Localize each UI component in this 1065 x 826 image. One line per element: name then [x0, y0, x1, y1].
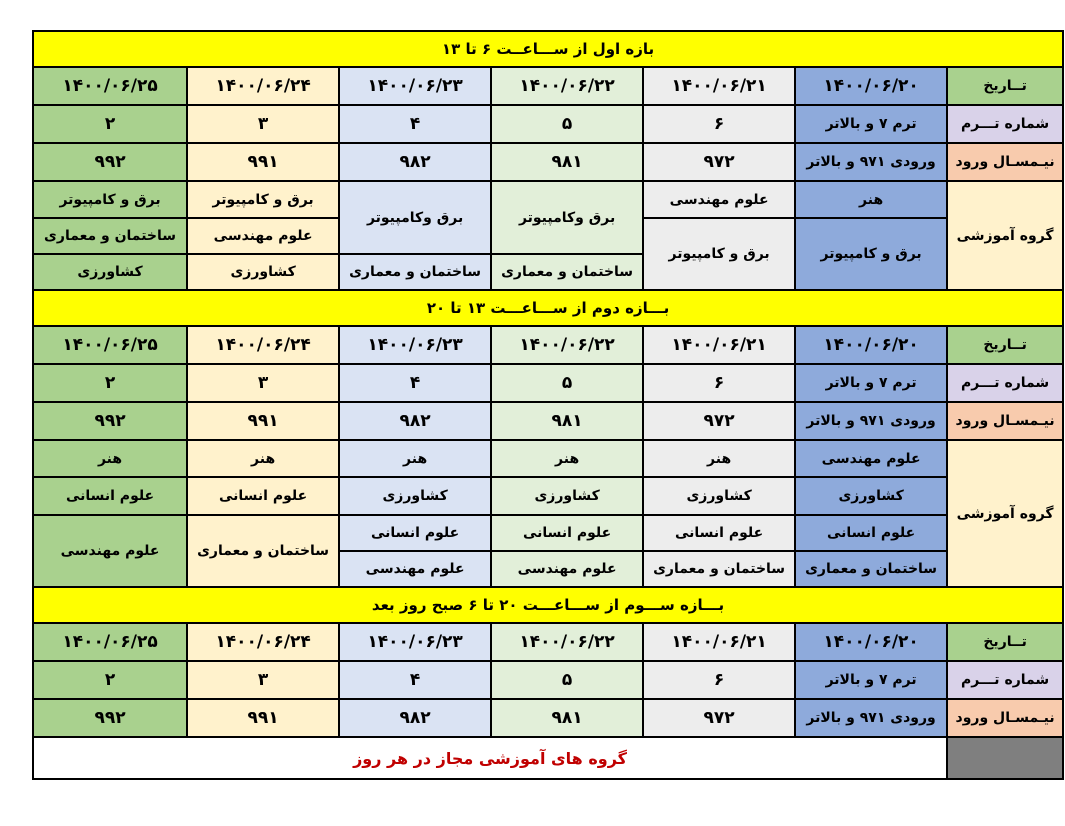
- date-cell: ۱۴۰۰/۰۶/۲۴: [187, 623, 339, 661]
- group-cell: کشاورزی: [795, 477, 947, 515]
- entry-cell: ۹۹۲: [33, 699, 187, 737]
- entry-cell: ۹۹۲: [33, 143, 187, 181]
- term-cell: ۵: [491, 105, 643, 143]
- group-cell: علوم انسانی: [795, 515, 947, 551]
- date-cell: ۱۴۰۰/۰۶/۲۲: [491, 623, 643, 661]
- section-2-title: بـــازه دوم از ســـاعـــت ۱۳ تا ۲۰: [33, 290, 1063, 326]
- term-cell: ترم ۷ و بالاتر: [795, 105, 947, 143]
- group-cell: علوم مهندسی: [795, 440, 947, 477]
- group-cell: برق وکامپیوتر: [339, 181, 491, 254]
- date-cell: ۱۴۰۰/۰۶/۲۰: [795, 67, 947, 105]
- entry-cell: ورودی ۹۷۱ و بالاتر: [795, 143, 947, 181]
- date-cell: ۱۴۰۰/۰۶/۲۱: [643, 623, 795, 661]
- group-cell: ساختمان و معماری: [795, 551, 947, 587]
- footer-note: گروه های آموزشی مجاز در هر روز: [33, 737, 947, 779]
- term-cell: ۴: [339, 661, 491, 699]
- entry-cell: ۹۷۲: [643, 143, 795, 181]
- term-label: شماره تـــرم: [947, 105, 1063, 143]
- term-cell: ۳: [187, 364, 339, 402]
- group-cell: برق و کامپیوتر: [187, 181, 339, 218]
- term-label: شماره تـــرم: [947, 661, 1063, 699]
- entry-cell: ۹۹۱: [187, 402, 339, 440]
- term-cell: ۲: [33, 105, 187, 143]
- date-cell: ۱۴۰۰/۰۶/۲۳: [339, 326, 491, 364]
- group-cell: علوم مهندسی: [339, 551, 491, 587]
- entry-cell: ورودی ۹۷۱ و بالاتر: [795, 402, 947, 440]
- date-cell: ۱۴۰۰/۰۶/۲۱: [643, 326, 795, 364]
- group-cell: برق و کامپیوتر: [795, 218, 947, 290]
- group-cell: هنر: [643, 440, 795, 477]
- entry-cell: ۹۸۱: [491, 699, 643, 737]
- entry-label: نیـمسـال ورود: [947, 699, 1063, 737]
- entry-label: نیـمسـال ورود: [947, 402, 1063, 440]
- term-label: شماره تـــرم: [947, 364, 1063, 402]
- entry-cell: ۹۹۱: [187, 699, 339, 737]
- date-cell: ۱۴۰۰/۰۶/۲۲: [491, 67, 643, 105]
- section-1-title: بازه اول از ســـاعــت ۶ تا ۱۳: [33, 31, 1063, 67]
- date-label: تــاریخ: [947, 623, 1063, 661]
- group-cell: کشاورزی: [187, 254, 339, 290]
- term-cell: ۲: [33, 364, 187, 402]
- group-cell: کشاورزی: [491, 477, 643, 515]
- term-cell: ترم ۷ و بالاتر: [795, 661, 947, 699]
- date-cell: ۱۴۰۰/۰۶/۲۴: [187, 326, 339, 364]
- term-cell: ترم ۷ و بالاتر: [795, 364, 947, 402]
- group-cell: ساختمان و معماری: [339, 254, 491, 290]
- entry-cell: ۹۸۲: [339, 699, 491, 737]
- entry-cell: ورودی ۹۷۱ و بالاتر: [795, 699, 947, 737]
- term-cell: ۵: [491, 661, 643, 699]
- date-cell: ۱۴۰۰/۰۶/۲۵: [33, 623, 187, 661]
- entry-cell: ۹۸۲: [339, 143, 491, 181]
- date-cell: ۱۴۰۰/۰۶/۲۱: [643, 67, 795, 105]
- term-cell: ۴: [339, 105, 491, 143]
- date-cell: ۱۴۰۰/۰۶/۲۰: [795, 326, 947, 364]
- date-label: تــاریخ: [947, 67, 1063, 105]
- date-cell: ۱۴۰۰/۰۶/۲۴: [187, 67, 339, 105]
- section-3-title: بـــازه ســـوم از ســـاعـــت ۲۰ تا ۶ صبح روز بعد: [33, 587, 1063, 623]
- empty-grey-cell: [947, 737, 1063, 779]
- entry-cell: ۹۹۱: [187, 143, 339, 181]
- group-cell: علوم انسانی: [339, 515, 491, 551]
- group-cell: علوم مهندسی: [33, 515, 187, 587]
- group-cell: ساختمان و معماری: [33, 218, 187, 254]
- group-cell: علوم انسانی: [187, 477, 339, 515]
- entry-cell: ۹۸۱: [491, 402, 643, 440]
- date-cell: ۱۴۰۰/۰۶/۲۵: [33, 67, 187, 105]
- term-cell: ۳: [187, 661, 339, 699]
- term-cell: ۵: [491, 364, 643, 402]
- date-cell: ۱۴۰۰/۰۶/۲۰: [795, 623, 947, 661]
- group-cell: برق وکامپیوتر: [491, 181, 643, 254]
- date-cell: ۱۴۰۰/۰۶/۲۲: [491, 326, 643, 364]
- group-cell: کشاورزی: [339, 477, 491, 515]
- group-cell: ساختمان و معماری: [491, 254, 643, 290]
- date-cell: ۱۴۰۰/۰۶/۲۳: [339, 623, 491, 661]
- group-cell: هنر: [491, 440, 643, 477]
- term-cell: ۴: [339, 364, 491, 402]
- entry-cell: ۹۷۲: [643, 402, 795, 440]
- term-cell: ۶: [643, 105, 795, 143]
- term-cell: ۶: [643, 661, 795, 699]
- date-cell: ۱۴۰۰/۰۶/۲۵: [33, 326, 187, 364]
- entry-cell: ۹۹۲: [33, 402, 187, 440]
- term-cell: ۶: [643, 364, 795, 402]
- group-cell: هنر: [187, 440, 339, 477]
- date-cell: ۱۴۰۰/۰۶/۲۳: [339, 67, 491, 105]
- date-label: تــاریخ: [947, 326, 1063, 364]
- term-cell: ۲: [33, 661, 187, 699]
- group-cell: علوم مهندسی: [491, 551, 643, 587]
- term-cell: ۳: [187, 105, 339, 143]
- group-cell: علوم انسانی: [643, 515, 795, 551]
- group-cell: علوم انسانی: [33, 477, 187, 515]
- group-label: گروه آموزشی: [947, 440, 1063, 587]
- group-cell: علوم مهندسی: [643, 181, 795, 218]
- group-cell: علوم انسانی: [491, 515, 643, 551]
- group-cell: کشاورزی: [33, 254, 187, 290]
- group-label: گروه آموزشی: [947, 181, 1063, 290]
- entry-cell: ۹۸۱: [491, 143, 643, 181]
- schedule-table: [32, 30, 1064, 780]
- group-cell: برق و کامپیوتر: [643, 218, 795, 290]
- group-cell: هنر: [339, 440, 491, 477]
- group-cell: کشاورزی: [643, 477, 795, 515]
- entry-cell: ۹۷۲: [643, 699, 795, 737]
- group-cell: ساختمان و معماری: [643, 551, 795, 587]
- entry-label: نیـمسـال ورود: [947, 143, 1063, 181]
- group-cell: ساختمان و معماری: [187, 515, 339, 587]
- group-cell: برق و کامپیوتر: [33, 181, 187, 218]
- group-cell: هنر: [795, 181, 947, 218]
- group-cell: هنر: [33, 440, 187, 477]
- group-cell: علوم مهندسی: [187, 218, 339, 254]
- entry-cell: ۹۸۲: [339, 402, 491, 440]
